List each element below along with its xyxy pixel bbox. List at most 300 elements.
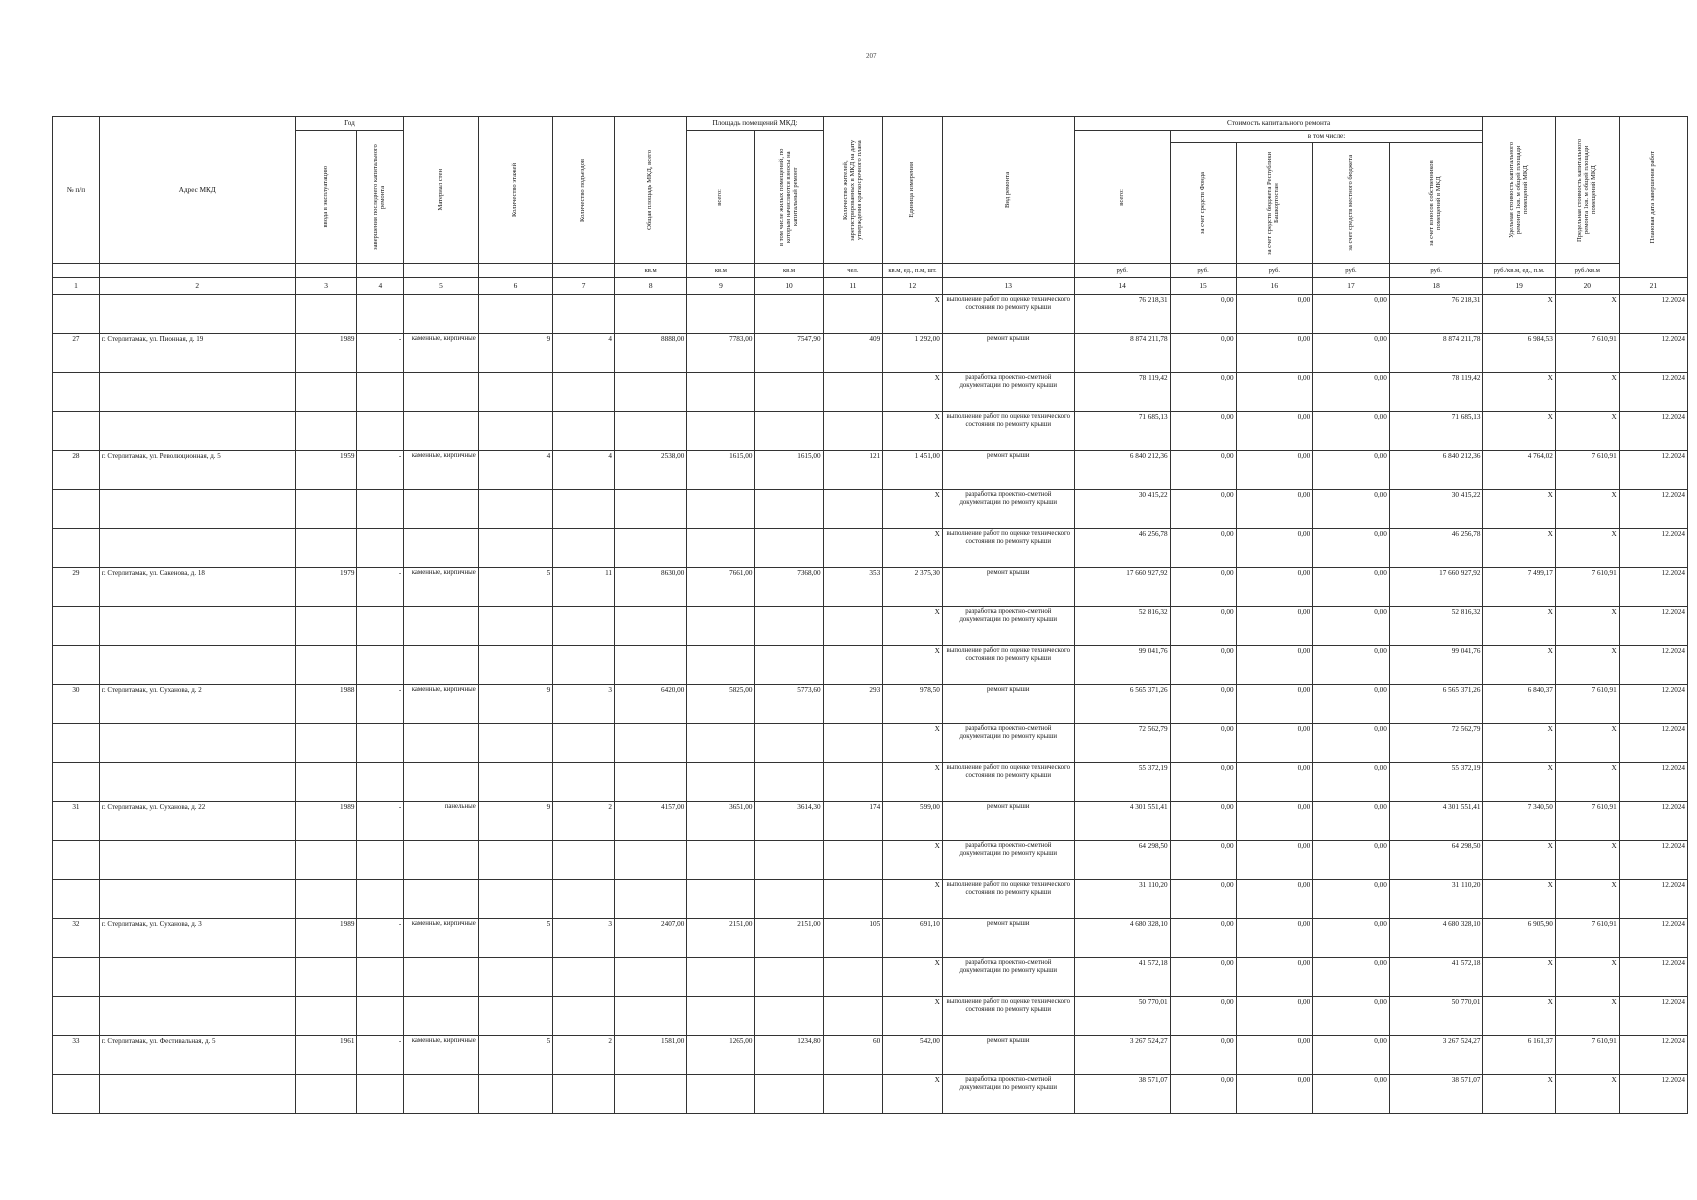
area-cell xyxy=(614,529,686,568)
address-cell: г. Стерлитамак, ул. Пионная, д. 19 xyxy=(99,334,295,373)
year-cell xyxy=(295,490,357,529)
material-cell xyxy=(404,841,479,880)
max-cost-cell: 7 610,91 xyxy=(1555,685,1619,724)
entrances-cell xyxy=(553,490,615,529)
unit-cost-cell: 6 984,53 xyxy=(1483,334,1555,373)
year-cell xyxy=(295,373,357,412)
last-repair-cell xyxy=(357,373,404,412)
max-cost-cell: X xyxy=(1555,295,1619,334)
contrib-area-cell xyxy=(755,880,823,919)
contrib-area-cell xyxy=(755,646,823,685)
residents-cell: 121 xyxy=(823,451,883,490)
unit-cost-owners: руб. xyxy=(1389,264,1483,278)
address-cell xyxy=(99,646,295,685)
cost-fund-cell: 0,00 xyxy=(1170,295,1236,334)
area-cell xyxy=(614,373,686,412)
entrances-cell: 4 xyxy=(553,334,615,373)
contrib-area-cell xyxy=(755,997,823,1036)
cost-owners-cell: 50 770,01 xyxy=(1389,997,1483,1036)
premises-cell: 3651,00 xyxy=(687,802,755,841)
cost-owners-cell: 64 298,50 xyxy=(1389,841,1483,880)
max-cost-cell: 7 610,91 xyxy=(1555,802,1619,841)
cost-owners-cell: 71 685,13 xyxy=(1389,412,1483,451)
max-cost-cell: X xyxy=(1555,529,1619,568)
unit-qty-cell: X xyxy=(883,529,943,568)
last-repair-cell: - xyxy=(357,568,404,607)
header-wall-material: Материал стен xyxy=(404,117,479,264)
deadline-cell: 12.2024 xyxy=(1619,919,1687,958)
year-cell: 1988 xyxy=(295,685,357,724)
row-number xyxy=(53,295,100,334)
residents-cell xyxy=(823,724,883,763)
residents-cell: 353 xyxy=(823,568,883,607)
column-number: 1 xyxy=(53,278,100,295)
floors-cell: 5 xyxy=(478,1036,553,1075)
cost-local-cell: 0,00 xyxy=(1313,880,1390,919)
residents-cell xyxy=(823,529,883,568)
cost-total-cell: 71 685,13 xyxy=(1074,412,1170,451)
column-number: 7 xyxy=(553,278,615,295)
table-row xyxy=(53,646,1688,685)
cost-owners-cell: 4 680 328,10 xyxy=(1389,919,1483,958)
contrib-area-cell: 7547,90 xyxy=(755,334,823,373)
floors-cell: 9 xyxy=(478,802,553,841)
unit-cost-total: руб. xyxy=(1074,264,1170,278)
deadline-cell: 12.2024 xyxy=(1619,646,1687,685)
cost-total-cell: 31 110,20 xyxy=(1074,880,1170,919)
area-cell: 2538,00 xyxy=(614,451,686,490)
header-floors: Количество этажей xyxy=(478,117,553,264)
row-number: 28 xyxy=(53,451,100,490)
premises-cell xyxy=(687,412,755,451)
year-cell xyxy=(295,763,357,802)
premises-cell xyxy=(687,490,755,529)
last-repair-cell xyxy=(357,997,404,1036)
column-number: 15 xyxy=(1170,278,1236,295)
unit-cost-region: руб. xyxy=(1236,264,1313,278)
column-number: 14 xyxy=(1074,278,1170,295)
repair-type-cell: выполнение работ по оценке технического состояния по ремонту крыши xyxy=(942,646,1074,685)
cost-total-cell: 46 256,78 xyxy=(1074,529,1170,568)
cost-owners-cell: 46 256,78 xyxy=(1389,529,1483,568)
unit-cost-cell: 7 340,50 xyxy=(1483,802,1555,841)
cost-local-cell: 0,00 xyxy=(1313,373,1390,412)
cost-local-cell: 0,00 xyxy=(1313,568,1390,607)
row-number xyxy=(53,958,100,997)
last-repair-cell xyxy=(357,295,404,334)
cost-local-cell: 0,00 xyxy=(1313,841,1390,880)
repair-plan-table xyxy=(52,116,1688,1114)
max-cost-cell: X xyxy=(1555,412,1619,451)
contrib-area-cell xyxy=(755,724,823,763)
deadline-cell: 12.2024 xyxy=(1619,880,1687,919)
cost-fund-cell: 0,00 xyxy=(1170,334,1236,373)
max-cost-cell: X xyxy=(1555,724,1619,763)
residents-cell xyxy=(823,607,883,646)
cost-fund-cell: 0,00 xyxy=(1170,841,1236,880)
floors-cell xyxy=(478,529,553,568)
residents-cell: 293 xyxy=(823,685,883,724)
max-cost-cell: X xyxy=(1555,997,1619,1036)
year-cell: 1959 xyxy=(295,451,357,490)
repair-type-cell: ремонт крыши xyxy=(942,919,1074,958)
address-cell xyxy=(99,529,295,568)
cost-region-cell: 0,00 xyxy=(1236,646,1313,685)
row-number: 30 xyxy=(53,685,100,724)
unit-qty-cell: 542,00 xyxy=(883,1036,943,1075)
cost-fund-cell: 0,00 xyxy=(1170,568,1236,607)
unit-cost-fund: руб. xyxy=(1170,264,1236,278)
unit-qty-cell: X xyxy=(883,295,943,334)
cost-local-cell: 0,00 xyxy=(1313,919,1390,958)
residents-cell: 409 xyxy=(823,334,883,373)
cost-region-cell: 0,00 xyxy=(1236,724,1313,763)
cost-local-cell: 0,00 xyxy=(1313,490,1390,529)
residents-cell xyxy=(823,295,883,334)
table-row xyxy=(53,334,1688,373)
unit-cost-cell: X xyxy=(1483,490,1555,529)
year-cell xyxy=(295,529,357,568)
last-repair-cell xyxy=(357,841,404,880)
last-repair-cell xyxy=(357,724,404,763)
year-cell: 1989 xyxy=(295,334,357,373)
deadline-cell: 12.2024 xyxy=(1619,334,1687,373)
area-cell: 6420,00 xyxy=(614,685,686,724)
contrib-area-cell xyxy=(755,958,823,997)
entrances-cell: 2 xyxy=(553,802,615,841)
cost-total-cell: 4 301 551,41 xyxy=(1074,802,1170,841)
table-body xyxy=(53,295,1688,1114)
material-cell xyxy=(404,763,479,802)
cost-local-cell: 0,00 xyxy=(1313,724,1390,763)
residents-cell xyxy=(823,646,883,685)
cost-owners-cell: 52 816,32 xyxy=(1389,607,1483,646)
row-number xyxy=(53,724,100,763)
entrances-cell xyxy=(553,646,615,685)
deadline-cell: 12.2024 xyxy=(1619,607,1687,646)
premises-cell xyxy=(687,997,755,1036)
row-number xyxy=(53,412,100,451)
residents-cell xyxy=(823,763,883,802)
row-number: 29 xyxy=(53,568,100,607)
cost-local-cell: 0,00 xyxy=(1313,763,1390,802)
header-unit-cost: Удельная стоимость капитального ремонта 1кв. м общей площади помещений МКД xyxy=(1483,117,1555,264)
year-cell xyxy=(295,958,357,997)
deadline-cell: 12.2024 xyxy=(1619,412,1687,451)
header-year-commission: ввода в эксплуатацию xyxy=(295,131,357,264)
cost-owners-cell: 3 267 524,27 xyxy=(1389,1036,1483,1075)
cost-local-cell: 0,00 xyxy=(1313,451,1390,490)
area-cell: 2407,00 xyxy=(614,919,686,958)
repair-type-cell: выполнение работ по оценке технического состояния по ремонту крыши xyxy=(942,880,1074,919)
cost-owners-cell: 30 415,22 xyxy=(1389,490,1483,529)
column-number: 17 xyxy=(1313,278,1390,295)
row-number xyxy=(53,490,100,529)
max-cost-cell: 7 610,91 xyxy=(1555,568,1619,607)
cost-region-cell: 0,00 xyxy=(1236,802,1313,841)
area-cell xyxy=(614,958,686,997)
floors-cell xyxy=(478,997,553,1036)
max-cost-cell: X xyxy=(1555,490,1619,529)
cost-owners-cell: 76 218,31 xyxy=(1389,295,1483,334)
premises-cell xyxy=(687,529,755,568)
deadline-cell: 12.2024 xyxy=(1619,724,1687,763)
unit-qty-cell: X xyxy=(883,1075,943,1114)
cost-region-cell: 0,00 xyxy=(1236,451,1313,490)
header-cost-total: всего: xyxy=(1074,131,1170,264)
material-cell: каменные, кирпичные xyxy=(404,919,479,958)
unit-cost-cell: X xyxy=(1483,295,1555,334)
cost-total-cell: 52 816,32 xyxy=(1074,607,1170,646)
max-cost-cell: X xyxy=(1555,373,1619,412)
unit-cost-cell: X xyxy=(1483,373,1555,412)
page-number: 207 xyxy=(866,52,877,60)
max-cost-cell: 7 610,91 xyxy=(1555,1036,1619,1075)
header-address: Адрес МКД xyxy=(99,117,295,264)
last-repair-cell xyxy=(357,1075,404,1114)
address-cell xyxy=(99,1075,295,1114)
cost-owners-cell: 38 571,07 xyxy=(1389,1075,1483,1114)
cost-total-cell: 6 840 212,36 xyxy=(1074,451,1170,490)
year-cell xyxy=(295,646,357,685)
repair-type-cell: выполнение работ по оценке технического состояния по ремонту крыши xyxy=(942,295,1074,334)
cost-total-cell: 55 372,19 xyxy=(1074,763,1170,802)
cost-region-cell: 0,00 xyxy=(1236,529,1313,568)
floors-cell: 9 xyxy=(478,334,553,373)
header-premises-group: Площадь помещений МКД: xyxy=(687,117,823,131)
unit-qty-cell: X xyxy=(883,880,943,919)
max-cost-cell: X xyxy=(1555,646,1619,685)
table-row xyxy=(53,841,1688,880)
entrances-cell xyxy=(553,841,615,880)
repair-type-cell: ремонт крыши xyxy=(942,1036,1074,1075)
max-cost-cell: X xyxy=(1555,841,1619,880)
cost-owners-cell: 4 301 551,41 xyxy=(1389,802,1483,841)
cost-local-cell: 0,00 xyxy=(1313,685,1390,724)
material-cell xyxy=(404,412,479,451)
max-cost-cell: X xyxy=(1555,1075,1619,1114)
address-cell xyxy=(99,295,295,334)
cost-local-cell: 0,00 xyxy=(1313,412,1390,451)
material-cell: каменные, кирпичные xyxy=(404,568,479,607)
cost-total-cell: 30 415,22 xyxy=(1074,490,1170,529)
table-row xyxy=(53,1075,1688,1114)
table-row xyxy=(53,763,1688,802)
entrances-cell xyxy=(553,958,615,997)
header-year-last-repair: завершения последнего капитального ремонта xyxy=(357,131,404,264)
units-row xyxy=(53,264,1688,278)
contrib-area-cell: 1234,80 xyxy=(755,1036,823,1075)
premises-cell xyxy=(687,1075,755,1114)
max-cost-cell: X xyxy=(1555,763,1619,802)
residents-cell: 60 xyxy=(823,1036,883,1075)
unit-total-area: кв.м xyxy=(614,264,686,278)
area-cell: 1581,00 xyxy=(614,1036,686,1075)
premises-cell: 1265,00 xyxy=(687,1036,755,1075)
year-cell xyxy=(295,997,357,1036)
row-number xyxy=(53,373,100,412)
table-row xyxy=(53,568,1688,607)
entrances-cell xyxy=(553,1075,615,1114)
cost-fund-cell: 0,00 xyxy=(1170,1075,1236,1114)
address-cell xyxy=(99,607,295,646)
cost-local-cell: 0,00 xyxy=(1313,1075,1390,1114)
cost-owners-cell: 55 372,19 xyxy=(1389,763,1483,802)
deadline-cell: 12.2024 xyxy=(1619,997,1687,1036)
cost-fund-cell: 0,00 xyxy=(1170,880,1236,919)
header-max-cost: Предельная стоимость капитального ремонта 1кв. м общей площади помещений МКД xyxy=(1555,117,1619,264)
cost-total-cell: 6 565 371,26 xyxy=(1074,685,1170,724)
floors-cell xyxy=(478,880,553,919)
area-cell: 8630,00 xyxy=(614,568,686,607)
deadline-cell: 12.2024 xyxy=(1619,958,1687,997)
unit-cost-cell: X xyxy=(1483,724,1555,763)
cost-total-cell: 8 874 211,78 xyxy=(1074,334,1170,373)
unit-cost-cell: X xyxy=(1483,646,1555,685)
row-number: 31 xyxy=(53,802,100,841)
floors-cell: 5 xyxy=(478,568,553,607)
residents-cell xyxy=(823,997,883,1036)
unit-cost-cell: X xyxy=(1483,997,1555,1036)
material-cell xyxy=(404,607,479,646)
column-number: 9 xyxy=(687,278,755,295)
unit-cost-cell: 6 161,37 xyxy=(1483,1036,1555,1075)
row-number: 33 xyxy=(53,1036,100,1075)
floors-cell xyxy=(478,295,553,334)
entrances-cell: 11 xyxy=(553,568,615,607)
cost-owners-cell: 99 041,76 xyxy=(1389,646,1483,685)
contrib-area-cell: 1615,00 xyxy=(755,451,823,490)
unit-qty-cell: 978,50 xyxy=(883,685,943,724)
unit-cost-cell: 7 499,17 xyxy=(1483,568,1555,607)
premises-cell xyxy=(687,880,755,919)
cost-fund-cell: 0,00 xyxy=(1170,919,1236,958)
unit-cost-cell: X xyxy=(1483,880,1555,919)
entrances-cell xyxy=(553,997,615,1036)
table-row xyxy=(53,724,1688,763)
year-cell xyxy=(295,880,357,919)
floors-cell xyxy=(478,373,553,412)
cost-local-cell: 0,00 xyxy=(1313,529,1390,568)
header-total-area: Общая площадь МКД, всего xyxy=(614,117,686,264)
repair-type-cell: ремонт крыши xyxy=(942,334,1074,373)
repair-type-cell: разработка проектно-сметной документации по ремонту крыши xyxy=(942,841,1074,880)
floors-cell xyxy=(478,763,553,802)
repair-type-cell: разработка проектно-сметной документации по ремонту крыши xyxy=(942,490,1074,529)
table-row xyxy=(53,490,1688,529)
last-repair-cell xyxy=(357,646,404,685)
table-row xyxy=(53,958,1688,997)
cost-local-cell: 0,00 xyxy=(1313,1036,1390,1075)
unit-cost-local: руб. xyxy=(1313,264,1390,278)
table-row xyxy=(53,295,1688,334)
area-cell: 8888,00 xyxy=(614,334,686,373)
cost-fund-cell: 0,00 xyxy=(1170,1036,1236,1075)
material-cell xyxy=(404,724,479,763)
cost-region-cell: 0,00 xyxy=(1236,1036,1313,1075)
residents-cell xyxy=(823,841,883,880)
premises-cell: 1615,00 xyxy=(687,451,755,490)
column-number: 16 xyxy=(1236,278,1313,295)
material-cell xyxy=(404,490,479,529)
table-row xyxy=(53,412,1688,451)
floors-cell: 4 xyxy=(478,451,553,490)
table-row xyxy=(53,373,1688,412)
year-cell: 1989 xyxy=(295,802,357,841)
last-repair-cell xyxy=(357,607,404,646)
unit-qty-cell: X xyxy=(883,724,943,763)
cost-total-cell: 50 770,01 xyxy=(1074,997,1170,1036)
unit-cost-cell: X xyxy=(1483,958,1555,997)
repair-type-cell: разработка проектно-сметной документации по ремонту крыши xyxy=(942,373,1074,412)
repair-type-cell: разработка проектно-сметной документации по ремонту крыши xyxy=(942,724,1074,763)
cost-region-cell: 0,00 xyxy=(1236,568,1313,607)
address-cell xyxy=(99,373,295,412)
table-row xyxy=(53,607,1688,646)
repair-plan-sheet xyxy=(52,116,1688,1114)
entrances-cell xyxy=(553,763,615,802)
entrances-cell xyxy=(553,412,615,451)
entrances-cell xyxy=(553,607,615,646)
last-repair-cell: - xyxy=(357,802,404,841)
unit-cost-cell: 6 905,90 xyxy=(1483,919,1555,958)
floors-cell: 9 xyxy=(478,685,553,724)
deadline-cell: 12.2024 xyxy=(1619,568,1687,607)
premises-cell: 7661,00 xyxy=(687,568,755,607)
cost-local-cell: 0,00 xyxy=(1313,958,1390,997)
floors-cell xyxy=(478,724,553,763)
cost-local-cell: 0,00 xyxy=(1313,646,1390,685)
cost-region-cell: 0,00 xyxy=(1236,373,1313,412)
material-cell xyxy=(404,529,479,568)
material-cell xyxy=(404,880,479,919)
cost-owners-cell: 31 110,20 xyxy=(1389,880,1483,919)
max-cost-cell: 7 610,91 xyxy=(1555,451,1619,490)
material-cell xyxy=(404,997,479,1036)
row-number xyxy=(53,841,100,880)
unit-cost-cell: X xyxy=(1483,763,1555,802)
repair-type-cell: выполнение работ по оценке технического состояния по ремонту крыши xyxy=(942,412,1074,451)
unit-qty-cell: 1 451,00 xyxy=(883,451,943,490)
cost-region-cell: 0,00 xyxy=(1236,841,1313,880)
max-cost-cell: X xyxy=(1555,958,1619,997)
premises-cell xyxy=(687,646,755,685)
address-cell xyxy=(99,958,295,997)
material-cell xyxy=(404,295,479,334)
contrib-area-cell xyxy=(755,412,823,451)
column-number: 18 xyxy=(1389,278,1483,295)
unit-qty-cell: X xyxy=(883,997,943,1036)
cost-total-cell: 78 119,42 xyxy=(1074,373,1170,412)
entrances-cell: 3 xyxy=(553,919,615,958)
address-cell: г. Стерлитамак, ул. Суханова, д. 22 xyxy=(99,802,295,841)
material-cell xyxy=(404,646,479,685)
contrib-area-cell: 7368,00 xyxy=(755,568,823,607)
cost-fund-cell: 0,00 xyxy=(1170,373,1236,412)
cost-fund-cell: 0,00 xyxy=(1170,529,1236,568)
cost-total-cell: 38 571,07 xyxy=(1074,1075,1170,1114)
area-cell xyxy=(614,646,686,685)
cost-fund-cell: 0,00 xyxy=(1170,802,1236,841)
year-cell xyxy=(295,1075,357,1114)
cost-owners-cell: 17 660 927,92 xyxy=(1389,568,1483,607)
cost-local-cell: 0,00 xyxy=(1313,802,1390,841)
unit-residents: чел. xyxy=(823,264,883,278)
area-cell xyxy=(614,295,686,334)
address-cell xyxy=(99,880,295,919)
last-repair-cell: - xyxy=(357,685,404,724)
column-numbers-row xyxy=(53,278,1688,295)
